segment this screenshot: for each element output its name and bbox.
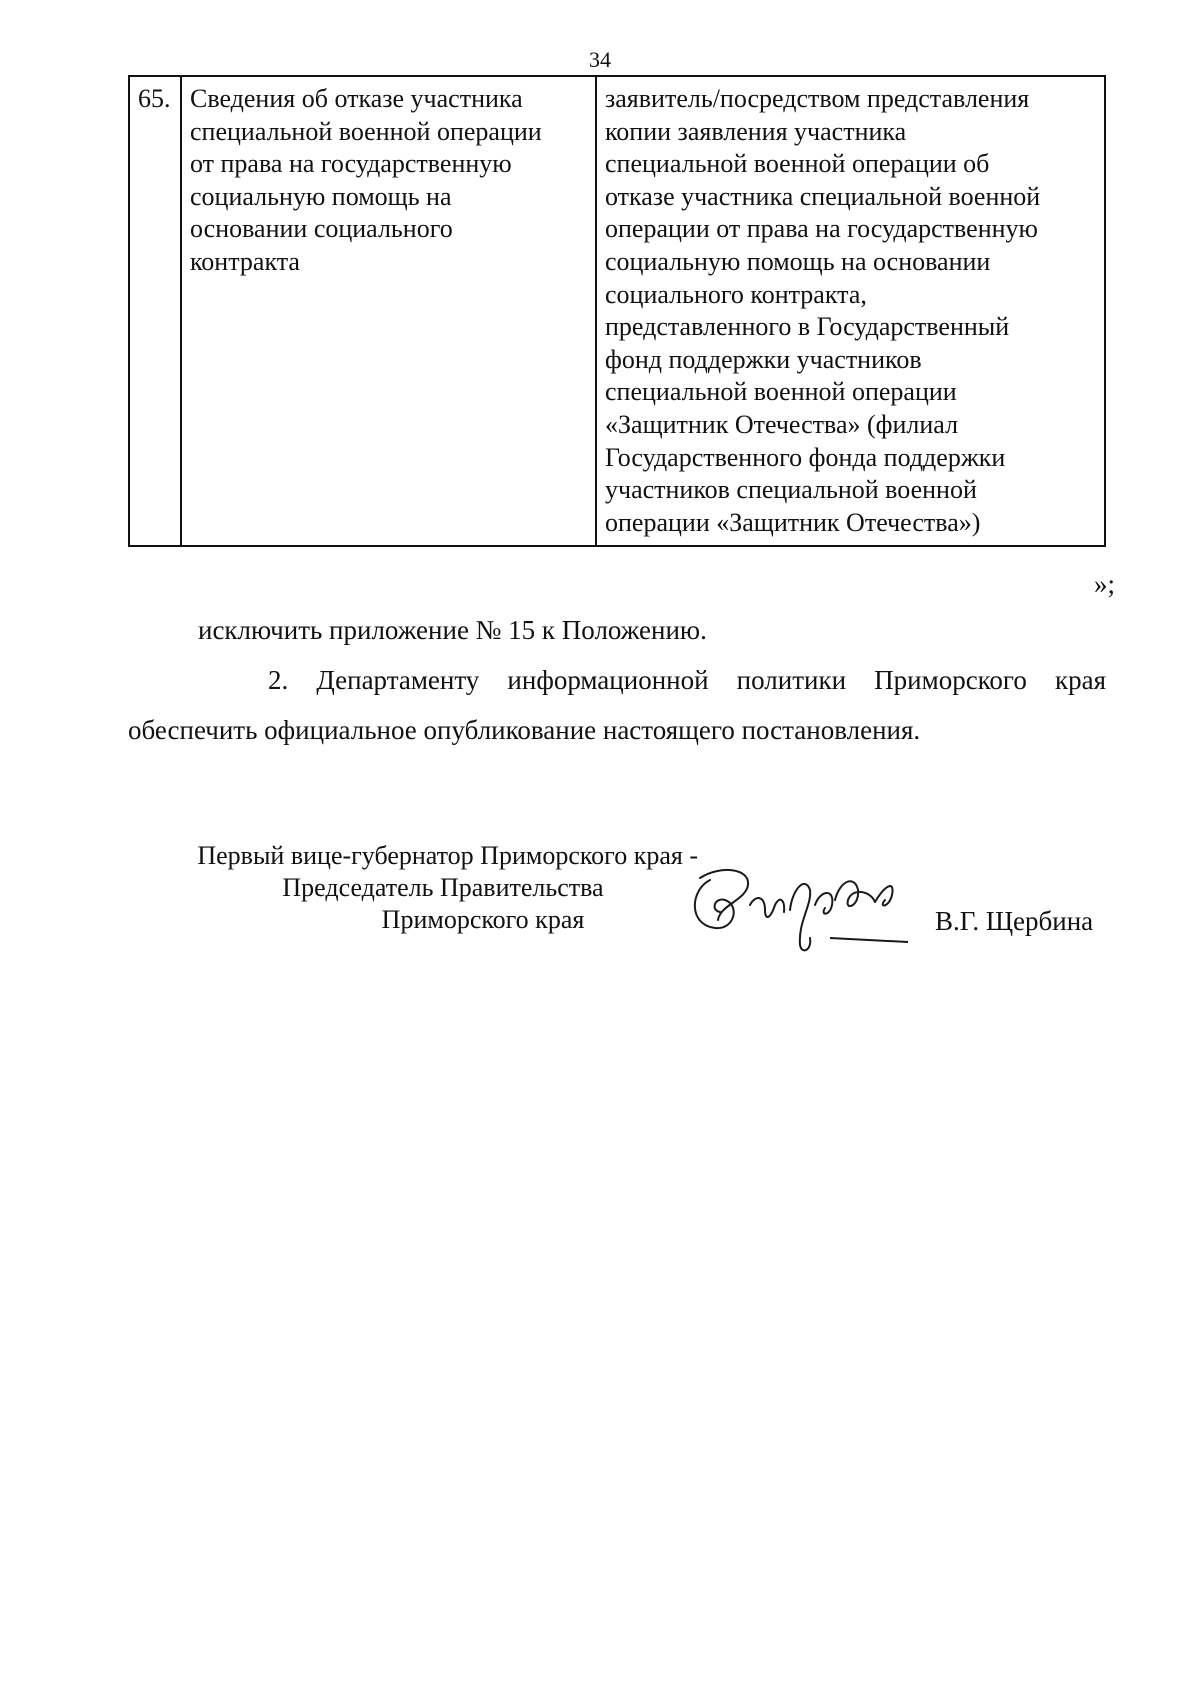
- signer-title-line-2: Председатель Правительства: [282, 873, 604, 902]
- row-number-cell: 65.: [129, 76, 181, 546]
- table-row: [129, 76, 1105, 546]
- paragraph-exclude-appendix: исключить приложение № 15 к Положению.: [198, 615, 707, 645]
- row-name-cell: Сведения об отказе участника специальной военной операции от права на государственную социальную помощь на основании социального контракта: [181, 76, 596, 546]
- closing-quote: »;: [1093, 569, 1115, 599]
- signer-title-line-3: Приморского края: [381, 905, 585, 934]
- row-source-cell: заявитель/посредством представления копии заявления участника специальной военной операции об отказе участника специальной военной операции от права на государственную социальную помощь на основании социального контракта, представленного в Государственный фонд поддержки участников специальной военной операции «Защитник Отечества» (филиал Государственного фонда поддержки участников специальной военной операции «Защитник Отечества»): [596, 76, 1105, 546]
- document-table: [128, 75, 1106, 547]
- handwritten-signature: [680, 850, 910, 960]
- signer-name: В.Г. Щербина: [935, 906, 1094, 936]
- paragraph-publication: 2. Департаменту информационной политики Приморского края обеспечить официальное опубликование настоящего постановления.: [128, 665, 1106, 745]
- signer-title-line-1: Первый вице-губернатор Приморского края -: [197, 841, 698, 870]
- signature-block: [128, 840, 708, 936]
- page-number: 34: [589, 47, 611, 72]
